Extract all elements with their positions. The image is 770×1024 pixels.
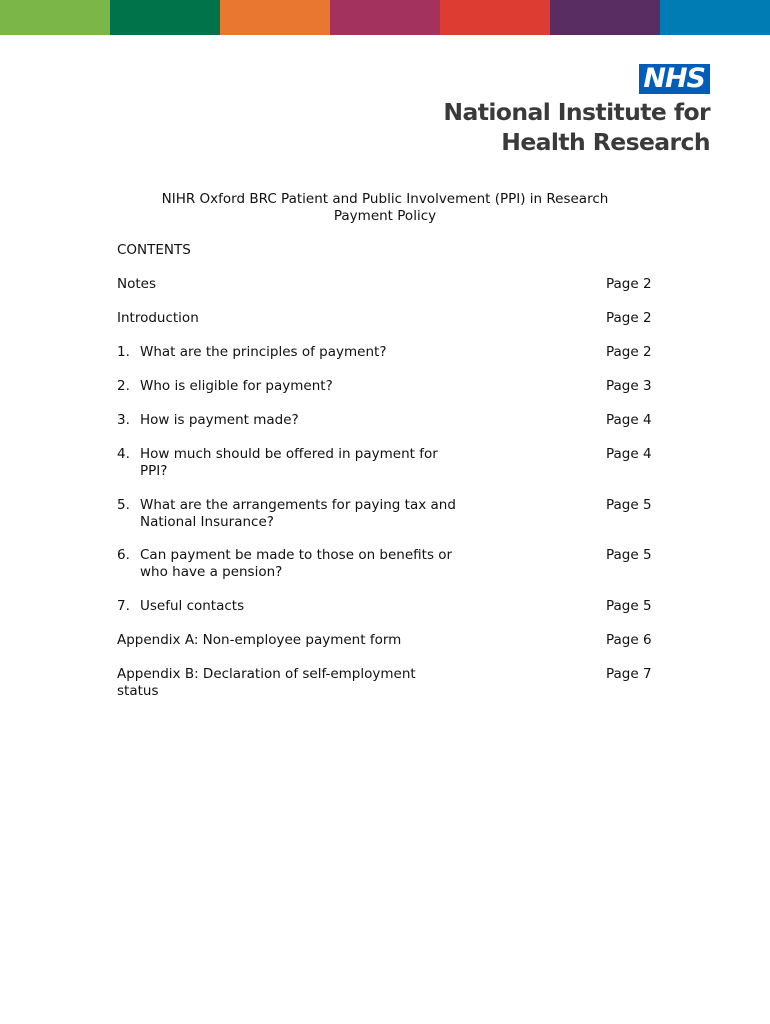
toc-entry-number: 5. (117, 497, 130, 513)
toc-entry-text: What are the principles of payment? (140, 344, 387, 360)
toc-entry-number: 3. (117, 412, 130, 428)
color-bar-segment (440, 0, 550, 35)
color-bar-segment (110, 0, 220, 35)
toc-entry-text: Notes (117, 276, 156, 292)
toc-entry-text: What are the arrangements for paying tax and (140, 497, 456, 513)
toc-entry-number: 1. (117, 344, 130, 360)
nhs-badge: NHS (639, 64, 710, 94)
toc-entry-text-continued: PPI? (140, 463, 168, 479)
toc-entry-text: Can payment be made to those on benefits or (140, 547, 453, 563)
toc-entry-number: 4. (117, 446, 130, 462)
toc-page-number: Page 2 (606, 344, 652, 360)
institute-name-line1: National Institute for (443, 98, 710, 126)
color-bar-segment (550, 0, 660, 35)
color-bar-segment (0, 0, 110, 35)
nihr-logo (443, 64, 710, 157)
toc-page-number: Page 2 (606, 310, 652, 326)
toc-page-number: Page 3 (606, 378, 652, 394)
color-bar-segment (660, 0, 770, 35)
toc-entry-text: Appendix A: Non-employee payment form (117, 632, 402, 648)
color-bar-segment (330, 0, 440, 35)
toc-entry-text: Appendix B: Declaration of self-employment (117, 666, 416, 682)
toc-entry-text-continued: status (117, 683, 159, 699)
toc-entry-text-continued: who have a pension? (140, 564, 283, 580)
toc-page-number: Page 5 (606, 547, 652, 563)
toc-page-number: Page 5 (606, 497, 652, 513)
toc-entry-number: 2. (117, 378, 130, 394)
toc-page-number: Page 7 (606, 666, 652, 682)
document-title-line2: Payment Policy (333, 208, 437, 224)
document-title (0, 191, 770, 225)
toc-page-number: Page 6 (606, 632, 652, 648)
document-title-line1: NIHR Oxford BRC Patient and Public Involvement (PPI) in Research (161, 191, 609, 207)
toc-entry-text: Who is eligible for payment? (140, 378, 333, 394)
toc-entry-text: Introduction (117, 310, 199, 326)
institute-name (443, 97, 710, 157)
institute-name-line2: Health Research (501, 128, 710, 156)
header-color-bar (0, 0, 770, 35)
toc-entry-text: Useful contacts (140, 598, 245, 614)
toc-page-number: Page 4 (606, 412, 652, 428)
color-bar-segment (220, 0, 330, 35)
toc-entry-text-continued: National Insurance? (140, 514, 274, 530)
toc-page-number: Page 4 (606, 446, 652, 462)
toc-entry-number: 7. (117, 598, 130, 614)
toc-page-number: Page 2 (606, 276, 652, 292)
toc-entry-text: How is payment made? (140, 412, 299, 428)
toc-entry-text: How much should be offered in payment for (140, 446, 438, 462)
contents-heading: CONTENTS (117, 242, 191, 258)
toc-entry-number: 6. (117, 547, 130, 563)
toc-page-number: Page 5 (606, 598, 652, 614)
